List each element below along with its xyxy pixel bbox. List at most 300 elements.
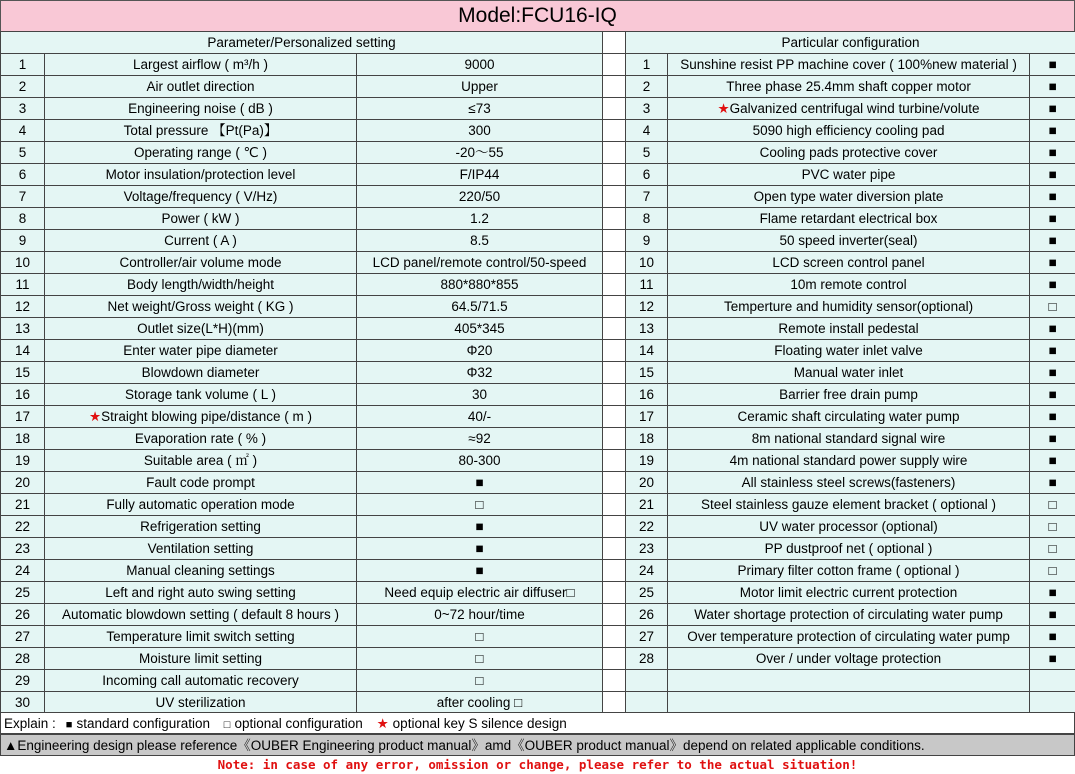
left-param-label <box>45 208 357 230</box>
column-gap <box>603 406 626 428</box>
key-star-icon: ★ <box>376 716 389 731</box>
left-param-label <box>45 626 357 648</box>
table-row <box>1 208 1075 230</box>
left-param-label <box>45 516 357 538</box>
table-row <box>1 164 1075 186</box>
left-param-label <box>45 494 357 516</box>
left-row-number: 30 <box>1 692 45 714</box>
spec-table <box>0 31 1075 714</box>
param-text: Automatic blowdown setting ( default 8 hours ) <box>62 607 339 622</box>
right-config-mark: ■ <box>1030 648 1075 670</box>
column-gap <box>603 516 626 538</box>
right-header: Particular configuration <box>626 32 1075 54</box>
right-config-item <box>668 76 1030 98</box>
right-row-number: 4 <box>626 120 668 142</box>
right-config-mark: □ <box>1030 494 1075 516</box>
column-gap <box>603 120 626 142</box>
right-row-number: 14 <box>626 340 668 362</box>
config-text: Manual water inlet <box>793 365 904 380</box>
right-config-item <box>668 142 1030 164</box>
left-param-value: Need equip electric air diffuser□ <box>357 582 603 604</box>
table-row <box>1 428 1075 450</box>
left-row-number: 10 <box>1 252 45 274</box>
left-row-number: 7 <box>1 186 45 208</box>
right-config-item <box>668 494 1030 516</box>
config-text: Flame retardant electrical box <box>759 211 938 226</box>
right-config-mark: ■ <box>1030 98 1075 120</box>
param-text: Ventilation setting <box>147 541 254 556</box>
standard-label: standard configuration <box>76 716 211 731</box>
right-config-mark: ■ <box>1030 274 1075 296</box>
left-param-value: □ <box>357 494 603 516</box>
left-param-label <box>45 252 357 274</box>
column-gap <box>603 32 626 54</box>
left-param-value: ≈92 <box>357 428 603 450</box>
left-param-value: ■ <box>357 538 603 560</box>
left-row-number: 6 <box>1 164 45 186</box>
right-config-item <box>668 120 1030 142</box>
param-text: Manual cleaning settings <box>126 563 275 578</box>
left-row-number: 4 <box>1 120 45 142</box>
left-param-label <box>45 582 357 604</box>
right-config-mark: ■ <box>1030 186 1075 208</box>
table-row <box>1 450 1075 472</box>
config-text: UV water processor (optional) <box>759 519 938 534</box>
right-config-mark: ■ <box>1030 362 1075 384</box>
table-row <box>1 340 1075 362</box>
table-row <box>1 142 1075 164</box>
column-gap <box>603 626 626 648</box>
column-gap <box>603 560 626 582</box>
column-gap <box>603 538 626 560</box>
config-text: Temperture and humidity sensor(optional) <box>723 299 974 314</box>
column-gap <box>603 54 626 76</box>
config-text: LCD screen control panel <box>772 255 925 270</box>
config-text: Primary filter cotton frame ( optional ) <box>737 563 960 578</box>
column-gap <box>603 472 626 494</box>
left-param-value: F/IP44 <box>357 164 603 186</box>
left-param-label <box>45 340 357 362</box>
column-gap <box>603 494 626 516</box>
right-config-mark: ■ <box>1030 582 1075 604</box>
left-row-number: 27 <box>1 626 45 648</box>
config-text: Barrier free drain pump <box>779 387 918 402</box>
column-gap <box>603 164 626 186</box>
param-text: Suitable area ( ㎡ ) <box>143 453 258 468</box>
left-param-label <box>45 560 357 582</box>
param-text: Power ( kW ) <box>161 211 240 226</box>
param-text: Voltage/frequency ( V/Hz) <box>123 189 278 204</box>
right-row-number: 12 <box>626 296 668 318</box>
right-config-mark: ■ <box>1030 626 1075 648</box>
config-text: PVC water pipe <box>801 167 896 182</box>
param-text: UV sterilization <box>155 695 246 710</box>
right-config-mark: ■ <box>1030 120 1075 142</box>
config-text: Ceramic shaft circulating water pump <box>737 409 960 424</box>
column-gap <box>603 252 626 274</box>
right-config-mark: ■ <box>1030 54 1075 76</box>
table-row <box>1 120 1075 142</box>
right-config-item <box>668 98 1030 120</box>
config-text: 10m remote control <box>790 277 907 292</box>
left-param-label <box>45 648 357 670</box>
left-row-number: 11 <box>1 274 45 296</box>
left-param-label <box>45 428 357 450</box>
right-config-item <box>668 604 1030 626</box>
table-row <box>1 406 1075 428</box>
left-param-label <box>45 296 357 318</box>
table-row <box>1 604 1075 626</box>
left-param-value: 80-300 <box>357 450 603 472</box>
param-text: Body length/width/height <box>126 277 275 292</box>
right-config-item <box>668 296 1030 318</box>
right-row-number: 6 <box>626 164 668 186</box>
left-param-label <box>45 406 357 428</box>
header-row <box>1 32 1075 54</box>
table-row <box>1 362 1075 384</box>
optional-label: optional configuration <box>234 716 363 731</box>
footer-note: Note: in case of any error, omission or change, please refer to the actual situation! <box>217 757 858 772</box>
left-row-number: 17 <box>1 406 45 428</box>
left-param-label <box>45 670 357 692</box>
config-text: Cooling pads protective cover <box>759 145 938 160</box>
table-row <box>1 648 1075 670</box>
right-config-mark: ■ <box>1030 406 1075 428</box>
table-row <box>1 186 1075 208</box>
column-gap <box>603 208 626 230</box>
param-text: Operating range ( ℃ ) <box>134 145 267 160</box>
left-param-value: □ <box>357 648 603 670</box>
config-text: 8m national standard signal wire <box>751 431 946 446</box>
column-gap <box>603 76 626 98</box>
left-param-value: Φ32 <box>357 362 603 384</box>
left-param-label <box>45 76 357 98</box>
left-param-label <box>45 692 357 714</box>
right-row-number <box>626 692 668 714</box>
left-param-label <box>45 186 357 208</box>
right-row-number: 7 <box>626 186 668 208</box>
column-gap <box>603 296 626 318</box>
table-row <box>1 318 1075 340</box>
left-param-value: ≤73 <box>357 98 603 120</box>
right-row-number: 19 <box>626 450 668 472</box>
param-text: Fault code prompt <box>146 475 255 490</box>
optional-symbol: □ <box>223 719 231 731</box>
column-gap <box>603 142 626 164</box>
column-gap <box>603 318 626 340</box>
right-config-item <box>668 54 1030 76</box>
key-star-icon: ★ <box>89 409 102 424</box>
right-config-item <box>668 428 1030 450</box>
left-param-label <box>45 384 357 406</box>
right-config-mark: ■ <box>1030 428 1075 450</box>
table-row <box>1 76 1075 98</box>
param-text: Air outlet direction <box>146 79 255 94</box>
right-config-item <box>668 516 1030 538</box>
left-row-number: 1 <box>1 54 45 76</box>
left-param-value: ■ <box>357 516 603 538</box>
param-text: Fully automatic operation mode <box>106 497 295 512</box>
left-param-label <box>45 362 357 384</box>
right-config-mark <box>1030 670 1075 692</box>
config-text: Open type water diversion plate <box>753 189 944 204</box>
standard-symbol: ■ <box>65 719 73 731</box>
left-row-number: 25 <box>1 582 45 604</box>
right-config-mark: ■ <box>1030 142 1075 164</box>
table-row <box>1 296 1075 318</box>
config-text: Sunshine resist PP machine cover ( 100%new material ) <box>680 57 1017 72</box>
left-row-number: 28 <box>1 648 45 670</box>
param-text: Moisture limit setting <box>138 651 263 666</box>
left-param-value: 64.5/71.5 <box>357 296 603 318</box>
left-row-number: 13 <box>1 318 45 340</box>
left-param-value: 40/- <box>357 406 603 428</box>
right-config-item <box>668 252 1030 274</box>
left-param-value: □ <box>357 670 603 692</box>
table-row <box>1 54 1075 76</box>
left-param-value: 1.2 <box>357 208 603 230</box>
right-config-item <box>668 560 1030 582</box>
config-text: Over temperature protection of circulating water pump <box>687 629 1010 644</box>
right-row-number: 5 <box>626 142 668 164</box>
table-row <box>1 230 1075 252</box>
param-text: Blowdown diameter <box>141 365 260 380</box>
left-param-label <box>45 274 357 296</box>
config-text: Remote install pedestal <box>778 321 919 336</box>
left-param-label <box>45 318 357 340</box>
left-param-label <box>45 538 357 560</box>
table-row <box>1 560 1075 582</box>
right-row-number: 15 <box>626 362 668 384</box>
right-config-item <box>668 692 1030 714</box>
config-text: Three phase 25.4mm shaft copper motor <box>726 79 971 94</box>
table-row <box>1 670 1075 692</box>
left-param-label <box>45 164 357 186</box>
right-config-mark: ■ <box>1030 164 1075 186</box>
config-text: Galvanized centrifugal wind turbine/volute <box>729 101 980 116</box>
right-config-mark: ■ <box>1030 76 1075 98</box>
param-text: Controller/air volume mode <box>119 255 282 270</box>
right-row-number <box>626 670 668 692</box>
right-row-number: 22 <box>626 516 668 538</box>
column-gap <box>603 186 626 208</box>
right-config-mark: ■ <box>1030 604 1075 626</box>
left-row-number: 3 <box>1 98 45 120</box>
table-row <box>1 274 1075 296</box>
right-config-item <box>668 340 1030 362</box>
table-row <box>1 494 1075 516</box>
model-title: Model:FCU16-IQ <box>0 0 1075 32</box>
column-gap <box>603 230 626 252</box>
param-text: Total pressure 【Pt(Pa)】 <box>123 123 278 138</box>
right-config-mark: ■ <box>1030 340 1075 362</box>
table-row <box>1 538 1075 560</box>
left-row-number: 2 <box>1 76 45 98</box>
param-text: Left and right auto swing setting <box>105 585 296 600</box>
left-param-value: □ <box>357 626 603 648</box>
param-text: Outlet size(L*H)(mm) <box>137 321 264 336</box>
left-row-number: 8 <box>1 208 45 230</box>
param-text: Enter water pipe diameter <box>123 343 278 358</box>
left-param-value: -20～55 <box>357 142 603 164</box>
right-row-number: 11 <box>626 274 668 296</box>
right-config-item <box>668 670 1030 692</box>
left-param-value: 8.5 <box>357 230 603 252</box>
config-text: PP dustproof net ( optional ) <box>764 541 933 556</box>
right-config-item <box>668 384 1030 406</box>
param-text: Net weight/Gross weight ( KG ) <box>107 299 294 314</box>
legend-prefix: Explain : <box>4 716 56 731</box>
right-config-item <box>668 230 1030 252</box>
column-gap <box>603 582 626 604</box>
right-row-number: 18 <box>626 428 668 450</box>
right-row-number: 2 <box>626 76 668 98</box>
right-config-item <box>668 406 1030 428</box>
right-config-item <box>668 626 1030 648</box>
left-row-number: 16 <box>1 384 45 406</box>
right-row-number: 16 <box>626 384 668 406</box>
design-note: ▲Engineering design please reference《OUBER Engineering product manual》amd《OUBER product manual》depend on related applicable conditions. <box>0 734 1075 756</box>
right-config-mark: ■ <box>1030 472 1075 494</box>
right-row-number: 1 <box>626 54 668 76</box>
right-config-item <box>668 450 1030 472</box>
left-param-value: LCD panel/remote control/50-speed <box>357 252 603 274</box>
left-param-value: 405*345 <box>357 318 603 340</box>
param-text: Largest airflow ( m³/h ) <box>132 57 269 72</box>
table-row <box>1 582 1075 604</box>
right-config-mark: □ <box>1030 538 1075 560</box>
left-row-number: 26 <box>1 604 45 626</box>
left-row-number: 20 <box>1 472 45 494</box>
right-config-mark: ■ <box>1030 230 1075 252</box>
left-param-value: 220/50 <box>357 186 603 208</box>
left-param-label <box>45 450 357 472</box>
column-gap <box>603 362 626 384</box>
left-row-number: 9 <box>1 230 45 252</box>
table-row <box>1 384 1075 406</box>
right-config-mark: □ <box>1030 516 1075 538</box>
left-param-value: 300 <box>357 120 603 142</box>
right-config-item <box>668 472 1030 494</box>
config-text: Motor limit electric current protection <box>739 585 958 600</box>
left-row-number: 5 <box>1 142 45 164</box>
right-row-number: 9 <box>626 230 668 252</box>
param-text: Engineering noise ( dB ) <box>128 101 273 116</box>
right-config-item <box>668 274 1030 296</box>
left-param-label <box>45 54 357 76</box>
column-gap <box>603 274 626 296</box>
param-text: Storage tank volume ( L ) <box>124 387 277 402</box>
left-param-value: Φ20 <box>357 340 603 362</box>
left-param-label <box>45 120 357 142</box>
left-header: Parameter/Personalized setting <box>1 32 603 54</box>
config-text: Over / under voltage protection <box>755 651 942 666</box>
left-param-label <box>45 472 357 494</box>
left-param-value: 0~72 hour/time <box>357 604 603 626</box>
left-row-number: 15 <box>1 362 45 384</box>
param-text: Straight blowing pipe/distance ( m ) <box>101 409 312 424</box>
right-row-number: 10 <box>626 252 668 274</box>
left-param-label <box>45 604 357 626</box>
table-row <box>1 252 1075 274</box>
param-text: Refrigeration setting <box>140 519 261 534</box>
config-text: 5090 high efficiency cooling pad <box>752 123 945 138</box>
table-row <box>1 626 1075 648</box>
param-text: Current ( A ) <box>164 233 237 248</box>
left-param-value: Upper <box>357 76 603 98</box>
right-row-number: 17 <box>626 406 668 428</box>
table-row <box>1 516 1075 538</box>
right-config-item <box>668 164 1030 186</box>
right-config-item <box>668 318 1030 340</box>
key-label: optional key S silence design <box>392 716 567 731</box>
column-gap <box>603 670 626 692</box>
right-config-mark: □ <box>1030 296 1075 318</box>
left-row-number: 22 <box>1 516 45 538</box>
column-gap <box>603 648 626 670</box>
column-gap <box>603 692 626 714</box>
right-row-number: 3 <box>626 98 668 120</box>
right-row-number: 21 <box>626 494 668 516</box>
right-config-mark: ■ <box>1030 252 1075 274</box>
left-row-number: 14 <box>1 340 45 362</box>
right-config-mark: □ <box>1030 560 1075 582</box>
param-text: Incoming call automatic recovery <box>102 673 299 688</box>
left-param-value: ■ <box>357 472 603 494</box>
left-param-value: 9000 <box>357 54 603 76</box>
config-text: All stainless steel screws(fasteners) <box>741 475 956 490</box>
left-row-number: 18 <box>1 428 45 450</box>
right-config-mark: ■ <box>1030 208 1075 230</box>
right-row-number: 13 <box>626 318 668 340</box>
right-config-item <box>668 538 1030 560</box>
right-config-item <box>668 582 1030 604</box>
table-row <box>1 692 1075 714</box>
config-text: 50 speed inverter(seal) <box>779 233 918 248</box>
right-config-item <box>668 208 1030 230</box>
config-text: Water shortage protection of circulating water pump <box>694 607 1003 622</box>
left-param-label <box>45 142 357 164</box>
left-param-value: 880*880*855 <box>357 274 603 296</box>
column-gap <box>603 340 626 362</box>
left-row-number: 12 <box>1 296 45 318</box>
right-row-number: 25 <box>626 582 668 604</box>
right-row-number: 24 <box>626 560 668 582</box>
left-row-number: 19 <box>1 450 45 472</box>
left-param-value: ■ <box>357 560 603 582</box>
left-param-label <box>45 98 357 120</box>
column-gap <box>603 428 626 450</box>
config-text: 4m national standard power supply wire <box>729 453 968 468</box>
column-gap <box>603 450 626 472</box>
legend-explain <box>0 712 1075 734</box>
left-param-value: 30 <box>357 384 603 406</box>
key-star-icon: ★ <box>717 101 730 116</box>
param-text: Motor insulation/protection level <box>105 167 296 182</box>
right-row-number: 20 <box>626 472 668 494</box>
param-text: Temperature limit switch setting <box>106 629 295 644</box>
left-row-number: 29 <box>1 670 45 692</box>
right-config-mark: ■ <box>1030 318 1075 340</box>
right-config-item <box>668 362 1030 384</box>
right-config-mark <box>1030 692 1075 714</box>
right-row-number: 28 <box>626 648 668 670</box>
config-text: Floating water inlet valve <box>774 343 923 358</box>
right-config-item <box>668 186 1030 208</box>
left-row-number: 24 <box>1 560 45 582</box>
left-param-label <box>45 230 357 252</box>
right-row-number: 27 <box>626 626 668 648</box>
